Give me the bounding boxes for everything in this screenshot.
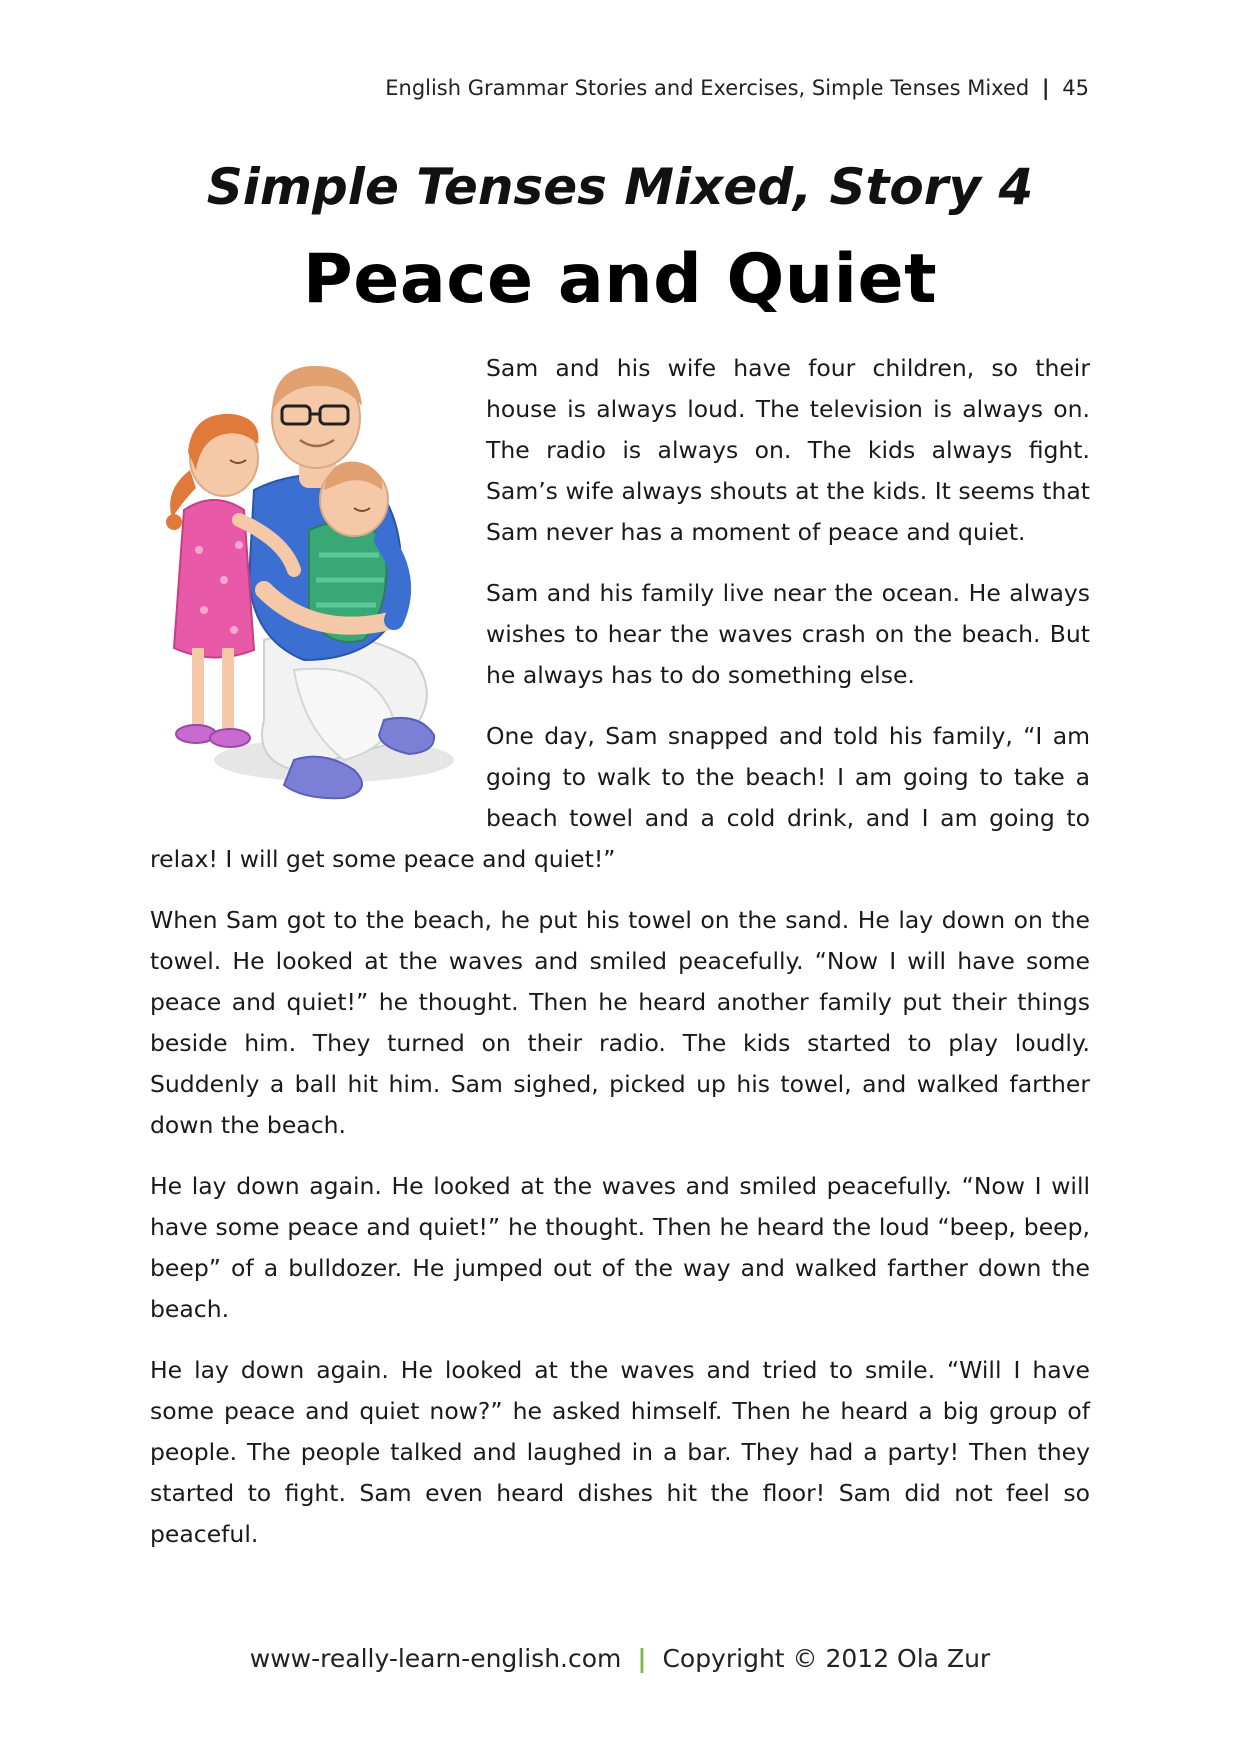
story-paragraph-5: He lay down again. He looked at the waves and smiled peacefully. “Now I will have some peace and quiet!” he thought. Then he heard the loud “beep, beep, beep” of a bulldozer. He jumped out of the way and walked farther down the beach. — [150, 1172, 1090, 1323]
header-separator: | — [1041, 76, 1050, 100]
story-paragraph-6: He lay down again. He looked at the waves and tried to smile. “Will I have some peace and quiet now?” he asked himself. Then he heard a big group of people. The people talked and laughed in a bar. They had a party! Then they started to fight. Sam even heard dishes hit the floor! Sam did not feel so peaceful. — [150, 1356, 1090, 1548]
page-footer — [0, 1644, 1240, 1673]
book-title: English Grammar Stories and Exercises, Simple Tenses Mixed — [385, 76, 1030, 100]
story-paragraph-4: When Sam got to the beach, he put his towel on the sand. He lay down on the towel. He looked at the waves and smiled peacefully. “Now I will have some peace and quiet!” he thought. Then he heard another family put their things beside him. They turned on their radio. The kids started to play loudly. Suddenly a ball hit him. Sam sighed, picked up his towel, and walked farther down the beach. — [150, 906, 1090, 1139]
story-paragraph-3: One day, Sam snapped and told his family, “I am going to walk to the beach! I am going to take a beach towel and a cold drink, and I am going to relax! I will get some peace and quiet!” — [150, 722, 1090, 873]
page-number: 45 — [1062, 76, 1089, 100]
story-paragraph-2: Sam and his family live near the ocean. He always wishes to hear the waves crash on the beach. But he always has to do something else. — [486, 579, 1090, 689]
father-with-children-illustration — [144, 340, 464, 820]
story-body — [150, 348, 1090, 1575]
story-subtitle: Simple Tenses Mixed, Story 4 — [206, 158, 1034, 216]
footer-separator: | — [637, 1644, 647, 1673]
footer-copyright: Copyright © 2012 Ola Zur — [662, 1644, 991, 1673]
story-title: Peace and Quiet — [302, 240, 938, 319]
running-header — [385, 76, 1089, 100]
footer-website: www-really-learn-english.com — [249, 1644, 622, 1673]
story-paragraph-1: Sam and his wife have four children, so their house is always loud. The television is always on. The radio is always on. The kids always fight. Sam’s wife always shouts at the kids. It seems that Sam never has a moment of peace and quiet. — [486, 354, 1090, 546]
